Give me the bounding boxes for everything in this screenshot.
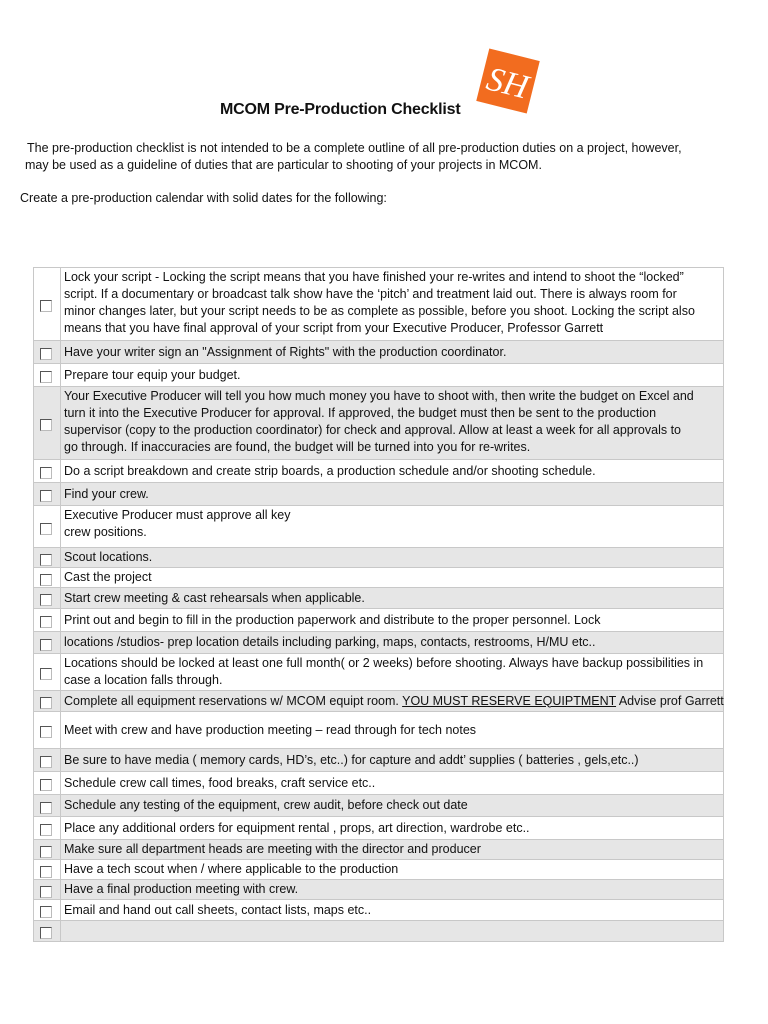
checklist-row (34, 364, 724, 387)
checklist-item-text (61, 632, 724, 654)
checklist-row (34, 654, 724, 691)
checkbox-cell (34, 588, 61, 609)
checklist-item-line: go through. If inaccuracies are found, the budget will be turned into you for re-writes. (64, 440, 531, 454)
checkbox-cell (34, 483, 61, 506)
checklist-item-line: script. If a documentary or broadcast talk show have the ‘pitch’ and treatment laid out. There is always room for (64, 287, 677, 301)
checklist-item-line: Make sure all department heads are meeting with the director and producer (64, 842, 481, 856)
checklist-row (34, 880, 724, 900)
checklist-row (34, 588, 724, 609)
checkbox-cell (34, 268, 61, 341)
checkbox[interactable] (40, 668, 52, 680)
checkbox[interactable] (40, 348, 52, 360)
checklist-item-line: crew positions. (64, 525, 147, 539)
checkbox-cell (34, 749, 61, 772)
checklist-item-line: Meet with crew and have production meeting – read through for tech notes (64, 722, 477, 737)
checklist-row (34, 460, 724, 483)
checklist-row (34, 387, 724, 460)
checklist-item-line: minor changes later, but your script needs to be as complete as possible, before you shoot. Locking the script also (64, 304, 695, 318)
checklist-item-text (61, 341, 724, 364)
checklist-row (34, 900, 724, 921)
checkbox-cell (34, 840, 61, 860)
checklist-item-line: Schedule crew call times, food breaks, craft service etc.. (64, 775, 376, 790)
checklist-item-line: means that you have final approval of your script from your Executive Producer, Professor Garrett (64, 321, 604, 335)
checkbox-cell (34, 364, 61, 387)
checklist-row (34, 840, 724, 860)
checklist-item-line: Your Executive Producer will tell you how much money you have to shoot with, then write the budget on Excel and (64, 389, 694, 403)
checklist-item-text (61, 387, 724, 460)
checklist-item-text (61, 860, 724, 880)
checklist-item-text (61, 460, 724, 483)
checklist-item-line: Locations should be locked at least one full month( or 2 weeks) before shooting. Always have backup possibilities in (64, 656, 704, 670)
checklist-item-line: Prepare tour equip your budget. (64, 367, 241, 382)
checkbox-cell (34, 609, 61, 632)
checkbox-cell (34, 506, 61, 548)
checkbox-cell (34, 772, 61, 795)
calendar-instruction: Create a pre-production calendar with solid dates for the following: (20, 191, 387, 205)
checklist-item-text (61, 691, 724, 712)
checkbox[interactable] (40, 300, 52, 312)
checklist-row (34, 749, 724, 772)
checklist-row (34, 772, 724, 795)
checklist-item-text (61, 795, 724, 817)
checklist-item-text (61, 548, 724, 568)
checklist-item-text (61, 749, 724, 772)
reserve-warning: YOU MUST RESERVE EQUIPTMENT (402, 693, 617, 708)
checklist-item-text (61, 921, 724, 942)
checklist-item-line: Start crew meeting & cast rehearsals when applicable. (64, 590, 365, 605)
checklist-row (34, 548, 724, 568)
checkbox-cell (34, 654, 61, 691)
checkbox-cell (34, 387, 61, 460)
checklist-row (34, 632, 724, 654)
checklist-item-line: Print out and begin to fill in the production paperwork and distribute to the proper personnel. Lock (64, 612, 601, 627)
checklist-row (34, 609, 724, 632)
checklist-item-text (61, 568, 724, 588)
checklist-row (34, 795, 724, 817)
checklist-item-text (61, 364, 724, 387)
university-logo (474, 46, 542, 116)
checklist-row (34, 921, 724, 942)
checkbox[interactable] (40, 490, 52, 502)
checklist-item-text (61, 588, 724, 609)
checkbox[interactable] (40, 756, 52, 768)
checkbox-cell (34, 880, 61, 900)
checkbox[interactable] (40, 927, 52, 939)
checklist-item-line: Be sure to have media ( memory cards, HD’s, etc..) for capture and addt’ supplies ( batteries , gels,etc..) (64, 752, 639, 767)
checklist-item-text (61, 506, 724, 548)
checklist-item-line: Have a final production meeting with crew. (64, 882, 299, 896)
checklist-item-line: Do a script breakdown and create strip boards, a production schedule and/or shooting schedule. (64, 463, 596, 478)
checkbox[interactable] (40, 523, 52, 535)
checklist-item-line: Scout locations. (64, 550, 153, 564)
checklist-row (34, 691, 724, 712)
checkbox-cell (34, 548, 61, 568)
checkbox[interactable] (40, 824, 52, 836)
checkbox[interactable] (40, 866, 52, 878)
checkbox-cell (34, 921, 61, 942)
advise-note: Advise prof Garrett (616, 693, 724, 708)
checklist-item-text (61, 268, 724, 341)
checklist-item-line: Cast the project (64, 570, 152, 584)
checkbox[interactable] (40, 419, 52, 431)
checkbox[interactable] (40, 574, 52, 586)
checkbox-cell (34, 900, 61, 921)
checklist-row (34, 860, 724, 880)
intro-line-2: may be used as a guideline of duties that are particular to shooting of your projects in MCOM. (25, 158, 542, 172)
checklist-item-line: Have your writer sign an "Assignment of Rights" with the production coordinator. (64, 344, 507, 359)
checkbox[interactable] (40, 779, 52, 791)
checklist-item-line: Have a tech scout when / where applicable to the production (64, 862, 399, 876)
checkbox[interactable] (40, 554, 52, 566)
checklist-item-text (61, 772, 724, 795)
checklist-item-text (61, 900, 724, 921)
checklist-item-line: turn it into the Executive Producer for approval. If approved, the budget must then be sent to the production (64, 406, 657, 420)
checkbox-cell (34, 712, 61, 749)
checklist-item-text (61, 817, 724, 840)
checkbox-cell (34, 817, 61, 840)
checkbox[interactable] (40, 371, 52, 383)
checkbox[interactable] (40, 886, 52, 898)
checklist-item-text (61, 483, 724, 506)
checklist-row (34, 817, 724, 840)
checklist-item-line: Email and hand out call sheets, contact lists, maps etc.. (64, 902, 372, 917)
checklist-row (34, 712, 724, 749)
checkbox[interactable] (40, 802, 52, 814)
checkbox[interactable] (40, 639, 52, 651)
checklist-item-text (61, 654, 724, 691)
checklist-item-line: Executive Producer must approve all key (64, 508, 291, 522)
checklist-row (34, 268, 724, 341)
checklist-row (34, 341, 724, 364)
checkbox-cell (34, 341, 61, 364)
checklist-table (33, 267, 724, 942)
checklist-item-text (61, 609, 724, 632)
checklist-item-line: Complete all equipment reservations w/ MCOM equipt room. YOU MUST RESERVE EQUIPTMENT Advise prof Garrett (64, 693, 724, 708)
checkbox[interactable] (40, 697, 52, 709)
checklist-item-line: Find your crew. (64, 486, 149, 501)
checkbox-cell (34, 795, 61, 817)
checklist-item-line: locations /studios- prep location details including parking, maps, contacts, restrooms, H/MU etc.. (64, 635, 596, 649)
checklist-item-line: Place any additional orders for equipment rental , props, art direction, wardrobe etc.. (64, 820, 530, 835)
checkbox[interactable] (40, 846, 52, 858)
checklist-row (34, 483, 724, 506)
checkbox-cell (34, 568, 61, 588)
logo-monogram: SH (482, 60, 533, 107)
checkbox[interactable] (40, 726, 52, 738)
checkbox-cell (34, 860, 61, 880)
checklist-item-line: Lock your script - Locking the script means that you have finished your re-writes and intend to shoot the “locked” (64, 270, 684, 284)
intro-line-1: The pre-production checklist is not intended to be a complete outline of all pre-production duties on a project, however, (27, 141, 682, 155)
checklist-item-text (61, 712, 724, 749)
checkbox[interactable] (40, 616, 52, 628)
checklist-row (34, 506, 724, 548)
checklist-item-text (61, 840, 724, 860)
checklist-row (34, 568, 724, 588)
checkbox[interactable] (40, 906, 52, 918)
checklist-item-line: Schedule any testing of the equipment, crew audit, before check out date (64, 798, 468, 812)
checkbox-cell (34, 691, 61, 712)
checkbox[interactable] (40, 467, 52, 479)
checkbox-cell (34, 460, 61, 483)
checklist-item-line: case a location falls through. (64, 673, 223, 687)
checklist-item-text (61, 880, 724, 900)
checklist-item-line: supervisor (copy to the production coordinator) for check and approval. Allow at least a week for all approvals to (64, 423, 681, 437)
checkbox-cell (34, 632, 61, 654)
checkbox[interactable] (40, 594, 52, 606)
page-title: MCOM Pre-Production Checklist (220, 101, 461, 118)
